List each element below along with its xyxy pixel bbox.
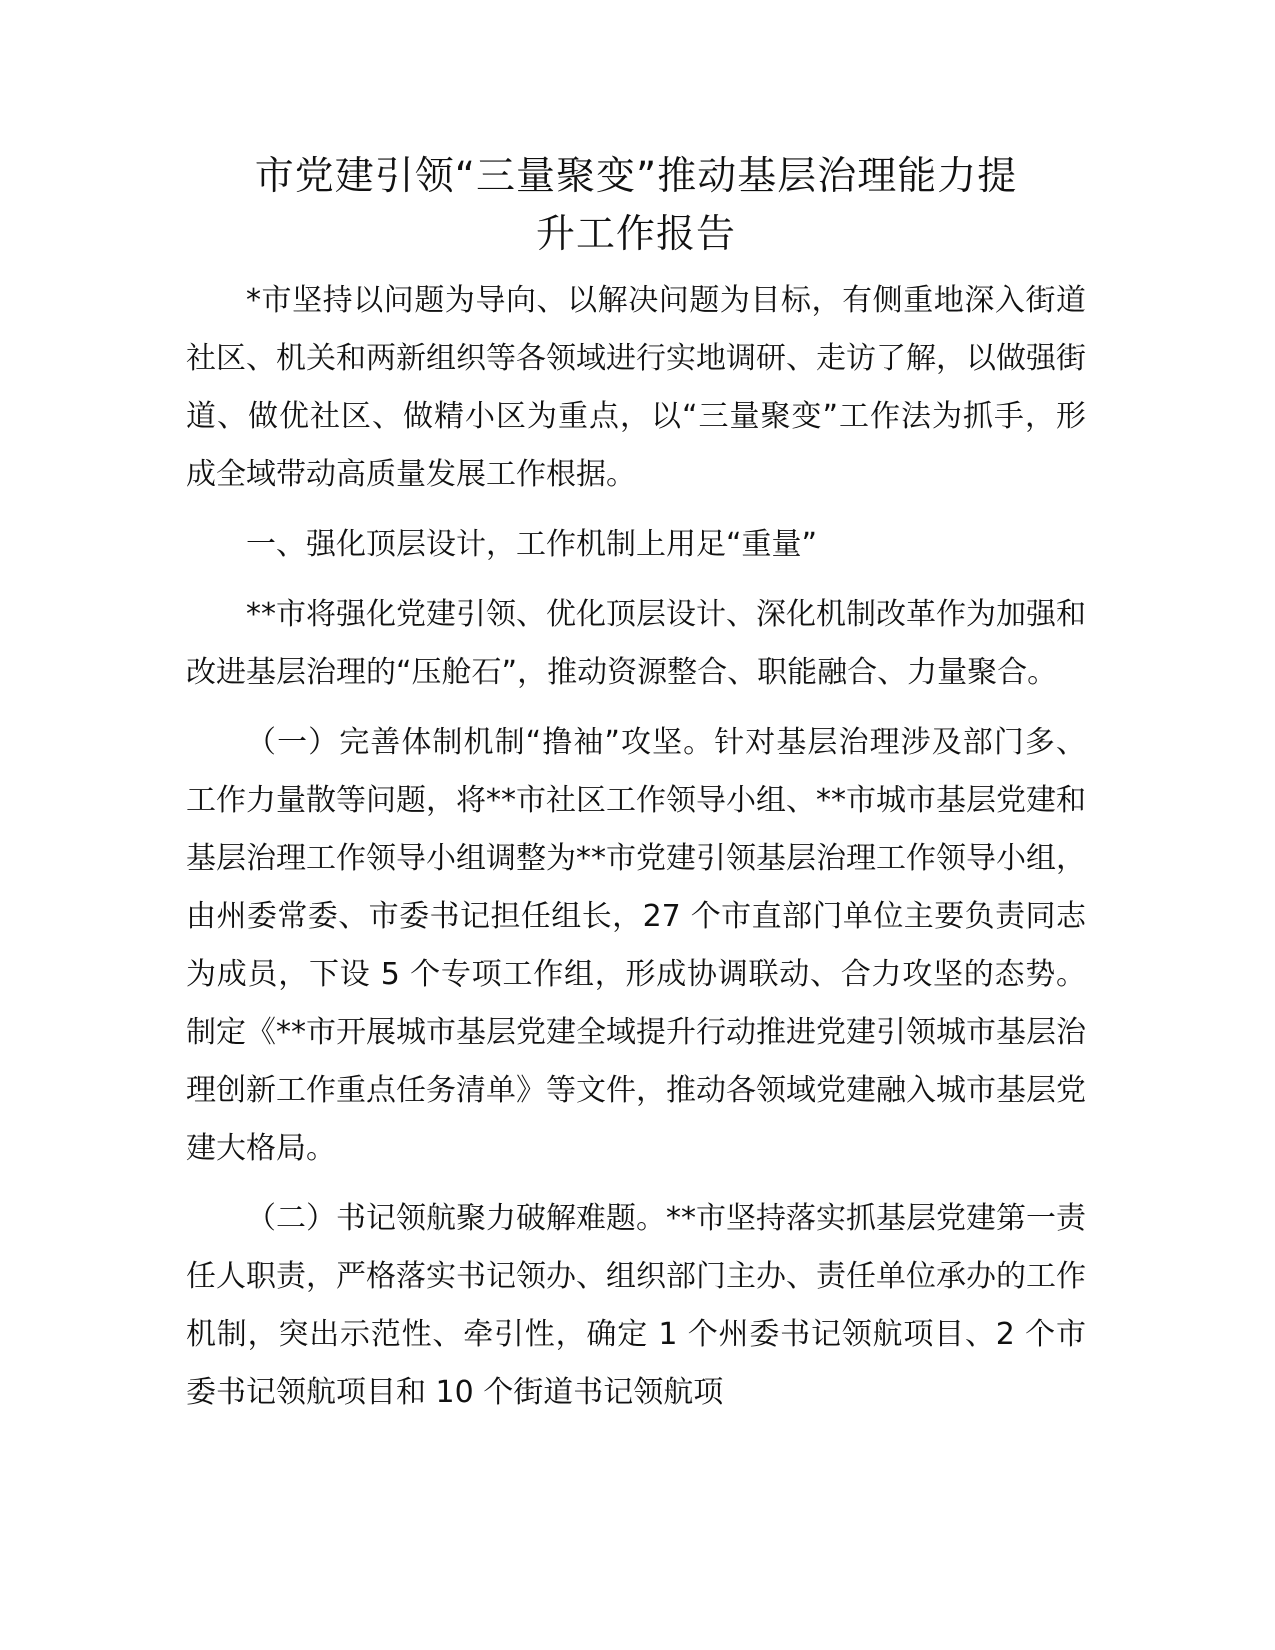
paragraph-subsection-2: （二）书记领航聚力破解难题。**市坚持落实抓基层党建第一责任人职责，严格落实书记领办、组织部门主办、责任单位承办的工作机制，突出示范性、牵引性，确定 1 个州委书记领航项目、2 个市委书记领航项目和 10 个街道书记领航项 xyxy=(186,1201,1086,1410)
document-body xyxy=(186,148,1086,1422)
document-title xyxy=(186,148,1086,264)
title-line-2: 升工作报告 xyxy=(535,212,736,257)
section-heading-1: 一、强化顶层设计，工作机制上用足“重量” xyxy=(246,527,818,562)
title-line-1: 市党建引领“三量聚变”推动基层治理能力提 xyxy=(254,154,1018,199)
paragraph-subsection-1: （一）完善体制机制“撸袖”攻坚。针对基层治理涉及部门多、工作力量散等问题，将**市社区工作领导小组、**市城市基层党建和基层治理工作领导小组调整为**市党建引领基层治理工作领导小组，由州委常委、市委书记担任组长，27 个市直部门单位主要负责同志为成员，下设 5 个专项工作组，形成协调联动、合力攻坚的态势。制定《**市开展城市基层党建全域提升行动推进党建引领城市基层治理创新工作重点任务清单》等文件，推动各领域党建融入城市基层党建大格局。 xyxy=(186,725,1086,1166)
paragraph-intro: *市坚持以问题为导向、以解决问题为目标，有侧重地深入街道社区、机关和两新组织等各领域进行实地调研、走访了解，以做强街道、做优社区、做精小区为重点，以“三量聚变”工作法为抓手，形成全域带动高质量发展工作根据。 xyxy=(186,283,1086,492)
paragraph-section-1-intro: **市将强化党建引领、优化顶层设计、深化机制改革作为加强和改进基层治理的“压舱石”，推动资源整合、职能融合、力量聚合。 xyxy=(186,597,1086,690)
